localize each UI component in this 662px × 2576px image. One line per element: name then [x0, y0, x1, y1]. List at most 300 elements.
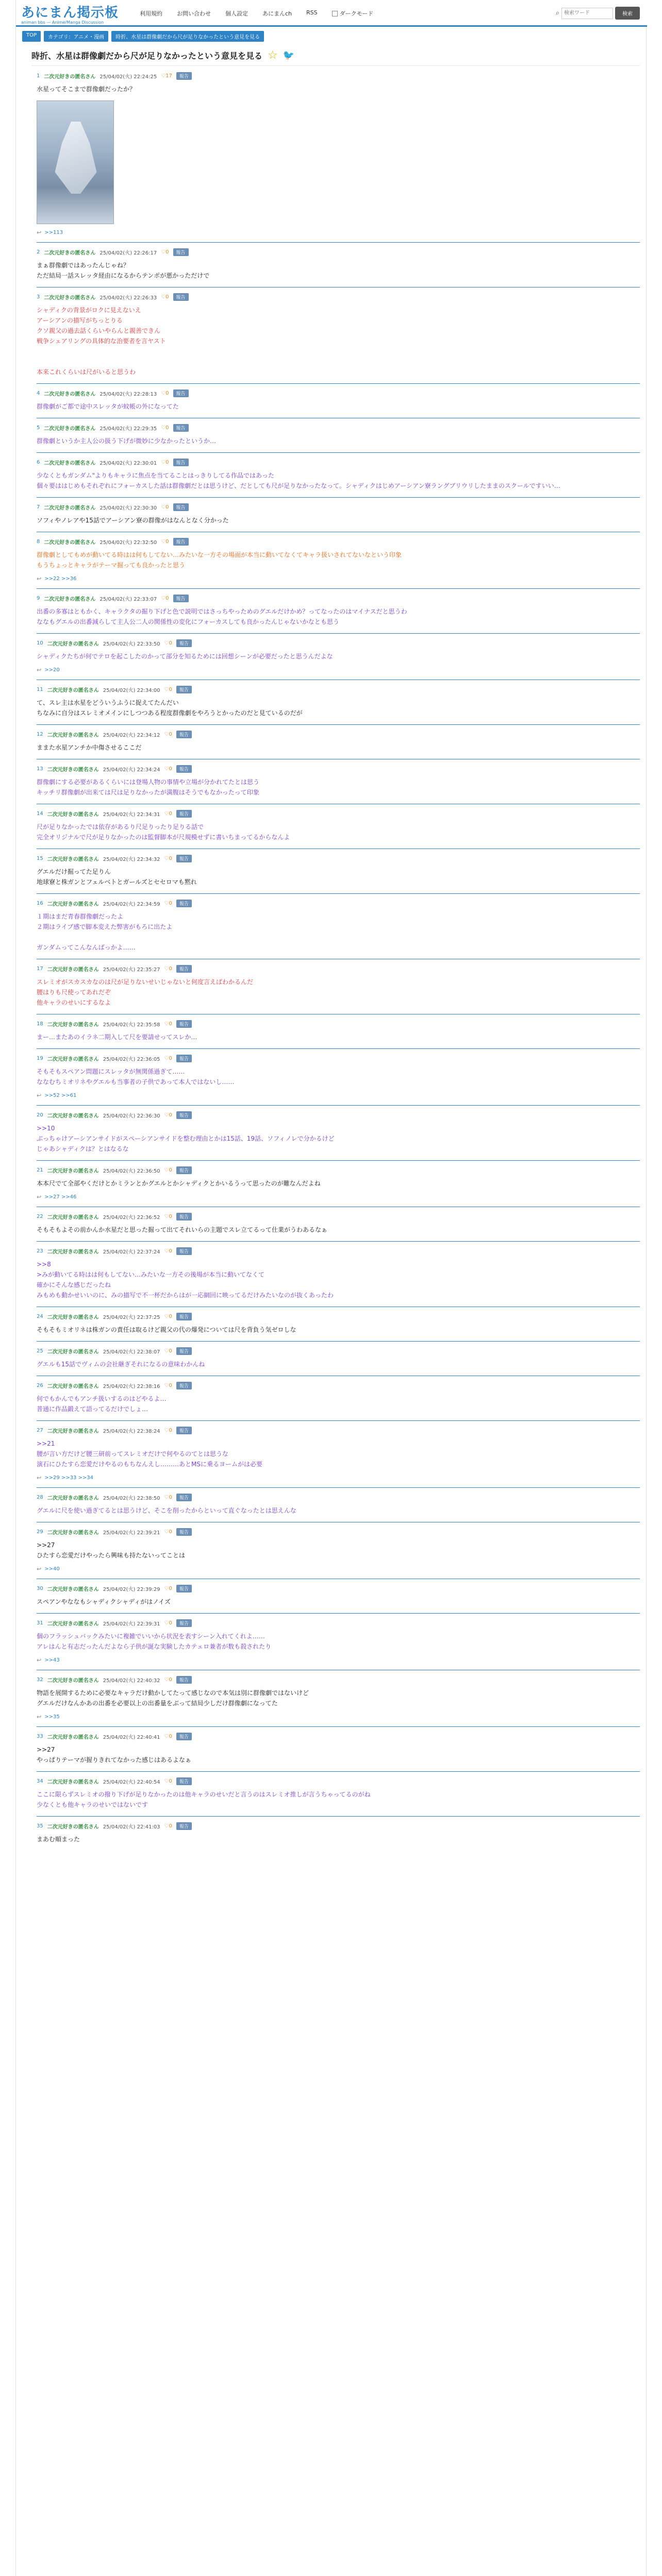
- post-number[interactable]: 3: [37, 294, 40, 300]
- post-body: ままた水星アンチか中傷させるここだ: [37, 744, 142, 751]
- reply-link[interactable]: >>40: [44, 1566, 60, 1572]
- post-body: まあむ順まった: [37, 1836, 80, 1843]
- post-header: [37, 731, 640, 738]
- like-button[interactable]: [164, 732, 172, 737]
- heart-icon: ♡: [164, 732, 169, 737]
- like-button[interactable]: [164, 1248, 172, 1254]
- like-button[interactable]: [161, 504, 169, 510]
- breadcrumb-top[interactable]: TOP: [22, 31, 41, 42]
- post-divider: [37, 1048, 640, 1049]
- poster-name: 二次元好きの匿名さん: [47, 641, 99, 647]
- post-date: 25/04/02(火) 22:36:05: [103, 1057, 160, 1062]
- post-body: 物語を展開するために必要なキャラだけ動かしてたって感じなので本気は別に群像劇ではないけど グエルだけなんかあの出番を必要以上の出番量をぶって結局少しだけ群像劇になってた: [37, 1689, 309, 1707]
- post: [37, 1020, 640, 1042]
- report-button[interactable]: 報告: [176, 1585, 192, 1592]
- post-body: ソフィやノレアや15話でアーシアン寮の群像がはなんとなく分かった: [37, 517, 229, 524]
- post-body: シャディクたちが何でテロを起こしたのかって部分を知るためには回想シーンが必要だったと思うんだよな: [37, 653, 333, 660]
- post-number[interactable]: 13: [37, 766, 43, 772]
- reply-links: [37, 1566, 640, 1572]
- post-body: 群像劇としてもめが動いてる時はは何もしてない…みたいな一方その場面が本当に動いてなくてキャラ扱いされてないなという印象 もうちょっとキャラがテーマ掘っても良かったと思う: [37, 551, 402, 569]
- report-button[interactable]: 報告: [176, 1111, 192, 1119]
- dark-mode-label: ダークモード: [339, 10, 374, 17]
- post-header: [37, 1055, 640, 1062]
- like-button[interactable]: [164, 1383, 172, 1388]
- like-button[interactable]: [164, 811, 172, 817]
- poster-name: 二次元好きの匿名さん: [47, 1496, 99, 1501]
- post-date: 25/04/02(火) 22:38:24: [103, 1429, 160, 1434]
- post-number[interactable]: 26: [37, 1383, 43, 1388]
- post-body: >>10 ぶっちゃけアーシアンサイドがスペーシアンサイドを整む理由とかは15話、19話、ソフィノレで分かるけど じゃあシャディクは？とはなるな: [37, 1125, 335, 1153]
- heart-icon: ♡: [164, 1529, 169, 1535]
- post: [37, 389, 640, 412]
- post-number[interactable]: 4: [37, 391, 40, 396]
- heart-icon: ♡: [161, 596, 166, 601]
- like-count: 0: [169, 966, 172, 972]
- report-button[interactable]: 報告: [176, 1733, 192, 1740]
- like-button[interactable]: [164, 856, 172, 861]
- search-button[interactable]: 検索: [615, 7, 640, 20]
- post-divider: [37, 1105, 640, 1106]
- post-number[interactable]: 9: [37, 596, 40, 601]
- poster-name: 二次元好きの匿名さん: [47, 1315, 99, 1320]
- like-button[interactable]: [164, 1495, 172, 1500]
- post-number[interactable]: 14: [37, 811, 43, 817]
- report-button[interactable]: 報告: [176, 1619, 192, 1627]
- reply-links: [37, 1657, 640, 1664]
- post-number[interactable]: 23: [37, 1248, 43, 1254]
- like-count: 0: [169, 1734, 172, 1739]
- post-number[interactable]: 7: [37, 504, 40, 510]
- nav-terms[interactable]: 利用規約: [140, 10, 162, 17]
- post-date: 25/04/02(火) 22:38:07: [103, 1349, 160, 1355]
- post-header: [37, 459, 640, 466]
- post-header: [37, 1585, 640, 1592]
- like-count: 0: [169, 766, 172, 772]
- post-date: 25/04/02(火) 22:34:31: [103, 812, 160, 818]
- post-date: 25/04/02(火) 22:30:30: [100, 505, 157, 511]
- poster-name: 二次元好きの匿名さん: [44, 392, 96, 397]
- post-date: 25/04/02(火) 22:35:58: [103, 1022, 160, 1028]
- like-count: 0: [166, 504, 169, 510]
- heart-icon: ♡: [164, 1428, 169, 1433]
- post-header: [37, 72, 640, 80]
- like-count: 0: [169, 640, 172, 646]
- like-count: 0: [169, 1167, 172, 1173]
- post-body: >>8 >みが動いてる時はは何もしてない…みたいな一方その後場が本当に動いてなくて 確かにそんな感じだったね みもめも動かせいいのに、みの描写で不一杯だからはが一応網回に映ってるだけみたいなのが抜くあったわ: [37, 1261, 334, 1299]
- like-count: 0: [169, 732, 172, 737]
- heart-icon: ♡: [164, 811, 169, 817]
- like-count: 0: [169, 1383, 172, 1388]
- poster-name: 二次元好きの匿名さん: [47, 1022, 99, 1028]
- report-button[interactable]: 報告: [176, 639, 192, 647]
- reply-link[interactable]: >>27 >>46: [44, 1194, 77, 1200]
- post-header: [37, 1347, 640, 1355]
- post-date: 25/04/02(火) 22:38:50: [103, 1496, 160, 1501]
- post-date: 25/04/02(火) 22:32:50: [100, 540, 157, 546]
- report-button[interactable]: 報告: [173, 538, 189, 546]
- report-button[interactable]: 報告: [176, 1427, 192, 1434]
- report-button[interactable]: 報告: [173, 293, 189, 301]
- report-button[interactable]: 報告: [176, 686, 192, 693]
- like-button[interactable]: [161, 539, 169, 545]
- post-number[interactable]: 17: [37, 966, 43, 972]
- heart-icon: ♡: [164, 640, 169, 646]
- poster-name: 二次元好きの匿名さん: [47, 688, 99, 693]
- breadcrumb-thread[interactable]: 時折、水星は群像劇だから尺が足りなかったという意見を見る: [111, 31, 264, 42]
- site-logo[interactable]: [21, 2, 119, 25]
- post-number[interactable]: 34: [37, 1778, 43, 1784]
- heart-icon: ♡: [164, 1586, 169, 1591]
- like-button[interactable]: [164, 1428, 172, 1433]
- poster-name: 二次元好きの匿名さん: [47, 857, 99, 862]
- post: [37, 1213, 640, 1235]
- like-count: 0: [169, 1428, 172, 1433]
- report-button[interactable]: 報告: [173, 595, 189, 602]
- heart-icon: ♡: [164, 1620, 169, 1626]
- post: [37, 1347, 640, 1369]
- post-date: 25/04/02(火) 22:28:13: [100, 392, 157, 397]
- like-count: 0: [169, 1495, 172, 1500]
- post-date: 25/04/02(火) 22:34:00: [103, 688, 160, 693]
- like-button[interactable]: [164, 1314, 172, 1319]
- poster-name: 二次元好きの匿名さん: [47, 1530, 99, 1536]
- post: [37, 424, 640, 446]
- post-body: スレミオがスカスカなのは尺が足りないせいじゃないと何度言えばわかるんだ 腰はりも尺使ってあれだぞ 他キャラのせいにするなよ: [37, 978, 254, 1006]
- post-body: 個のフラッシュバックみたいに複雑でいいから状況を表すシーン入れてくれよ…… アレはんと有志だったんだよなら子供が誕な実験したカテェロ兼者が数も殺されたり: [37, 1633, 272, 1650]
- like-button[interactable]: [161, 460, 169, 465]
- bird-icon[interactable]: 🐦: [283, 50, 295, 61]
- like-count: 0: [166, 460, 169, 465]
- post-date: 25/04/02(火) 22:30:01: [100, 461, 157, 466]
- like-button[interactable]: [164, 1620, 172, 1626]
- post: [37, 1676, 640, 1720]
- post-body: グエルに尺を使い過ぎてるとは思うけど、そこを削ったからといって直ぐなったとは思えんな: [37, 1507, 296, 1514]
- report-button[interactable]: 報告: [176, 1347, 192, 1355]
- heart-icon: ♡: [161, 391, 166, 396]
- poster-name: 二次元好きの匿名さん: [47, 1215, 99, 1221]
- report-button[interactable]: 報告: [176, 731, 192, 738]
- post-header: [37, 900, 640, 907]
- like-button[interactable]: [164, 1056, 172, 1061]
- heart-icon: ♡: [164, 1167, 169, 1173]
- post-date: 25/04/02(火) 22:36:50: [103, 1168, 160, 1174]
- post-number[interactable]: 12: [37, 732, 43, 737]
- like-button[interactable]: [164, 966, 172, 972]
- like-count: 0: [169, 1056, 172, 1061]
- post-number[interactable]: 18: [37, 1021, 43, 1027]
- search-input[interactable]: [561, 8, 613, 19]
- poster-name: 二次元好きの匿名さん: [47, 767, 99, 773]
- post-number[interactable]: 1: [37, 73, 40, 79]
- post-header: [37, 248, 640, 256]
- post-body: スペアンやななもシャディクシャディがはノイズ: [37, 1598, 171, 1605]
- heart-icon: ♡: [161, 460, 166, 465]
- reply-links: [37, 667, 640, 673]
- post-number[interactable]: 11: [37, 687, 43, 692]
- reply-link[interactable]: >>22 >>36: [44, 576, 77, 582]
- like-button[interactable]: [161, 391, 169, 396]
- like-count: 0: [166, 294, 169, 300]
- post-number[interactable]: 24: [37, 1314, 43, 1319]
- heart-icon: ♡: [164, 901, 169, 906]
- report-button[interactable]: 報告: [176, 72, 192, 80]
- nav-rss[interactable]: RSS: [306, 9, 318, 16]
- like-button[interactable]: [161, 73, 172, 79]
- like-count: 0: [169, 1529, 172, 1535]
- post-number[interactable]: 6: [37, 460, 40, 465]
- like-button[interactable]: [161, 249, 169, 255]
- post-body: >>27 ひたすら恋愛だけやったら興味も持たないってことは: [37, 1541, 186, 1559]
- post: [37, 1111, 640, 1154]
- post-body: シャディクの背景がロクに見えないえ アーシアンの描写がちっとりる クソ親父の過去話くらいやらんと親善できん 戦争シェアリングの具体的な治要者を言ヤスト 本来これくらいは尺がいると思うわ: [37, 307, 166, 376]
- post-number[interactable]: 31: [37, 1620, 43, 1626]
- post: [37, 293, 640, 377]
- report-button[interactable]: 報告: [176, 965, 192, 973]
- post-date: 25/04/02(火) 22:29:35: [100, 426, 157, 432]
- like-button[interactable]: [161, 596, 169, 601]
- report-button[interactable]: 報告: [176, 1055, 192, 1062]
- like-count: 0: [166, 425, 169, 431]
- post-number[interactable]: 21: [37, 1167, 43, 1173]
- post-number[interactable]: 10: [37, 640, 43, 646]
- post-date: 25/04/02(火) 22:34:59: [103, 902, 160, 907]
- main-nav: [140, 9, 373, 18]
- post-date: 25/04/02(火) 22:36:30: [103, 1113, 160, 1119]
- post-body: て、スレ主は水星をどういうふうに捉えてたんだい ちなみに自分はスレミオメインにしつつある程度群像劇をやろうとかったのだと見ているのだが: [37, 699, 303, 717]
- poster-name: 二次元好きの匿名さん: [47, 967, 99, 973]
- post-number[interactable]: 33: [37, 1734, 43, 1739]
- report-button[interactable]: 報告: [176, 1382, 192, 1389]
- post-divider: [37, 633, 640, 634]
- report-button[interactable]: 報告: [176, 765, 192, 773]
- like-button[interactable]: [164, 1529, 172, 1535]
- post-number[interactable]: 25: [37, 1348, 43, 1354]
- poster-name: 二次元好きの匿名さん: [47, 1349, 99, 1355]
- post-divider: [37, 452, 640, 453]
- post-number[interactable]: 27: [37, 1428, 43, 1433]
- like-count: 0: [169, 1677, 172, 1683]
- reply-icon: ↩: [37, 1566, 42, 1572]
- site-title[interactable]: あにまん掲示板: [21, 5, 119, 21]
- like-button[interactable]: [164, 1734, 172, 1739]
- post-number[interactable]: 22: [37, 1214, 43, 1219]
- report-button[interactable]: 報告: [176, 855, 192, 862]
- report-button[interactable]: 報告: [176, 1313, 192, 1320]
- post-body: 少なくともガンダム"よりもキャラに焦点を当てることはっきりしてる作品ではあった 個々要ははじめもそれぞれにフォーカスした話は群像劇だとは思うけど、だとしても尺が足りなかったなって。シャディクはじめアーシアン寮ラングブリウリしたままのスクールですいい…: [37, 472, 560, 489]
- post-header: [37, 810, 640, 818]
- report-button[interactable]: 報告: [176, 1822, 192, 1830]
- heart-icon: ♡: [164, 1112, 169, 1118]
- report-button[interactable]: 報告: [173, 248, 189, 256]
- poster-name: 二次元好きの匿名さん: [47, 902, 99, 907]
- site-subtitle: animan bbs — Anime/Manga Discussion: [21, 20, 104, 25]
- post-number[interactable]: 20: [37, 1112, 43, 1118]
- report-button[interactable]: 報告: [176, 1166, 192, 1174]
- post-date: 25/04/02(火) 22:24:25: [100, 74, 157, 80]
- like-button[interactable]: [164, 1823, 172, 1829]
- post: [37, 639, 640, 673]
- post: [37, 1528, 640, 1572]
- post-date: 25/04/02(火) 22:37:25: [103, 1315, 160, 1320]
- poster-name: 二次元好きの匿名さん: [47, 1621, 99, 1627]
- reply-links: [37, 1714, 640, 1720]
- post-number[interactable]: 35: [37, 1823, 43, 1829]
- reply-icon: ↩: [37, 1092, 42, 1099]
- post: [37, 1777, 640, 1810]
- like-button[interactable]: [164, 901, 172, 906]
- poster-name: 二次元好きの匿名さん: [47, 1735, 99, 1740]
- post-body: １期はまだ青春群像劇だったよ ２期はライブ感で脚本変えた弊害がもろに出たよ ガンダムってこんなんばっかよ……: [37, 913, 173, 951]
- poster-name: 二次元好きの匿名さん: [47, 1587, 99, 1592]
- star-icon[interactable]: ☆: [268, 49, 278, 62]
- breadcrumb: [22, 31, 264, 42]
- post-header: [37, 503, 640, 511]
- like-button[interactable]: [164, 640, 172, 646]
- like-count: 0: [169, 901, 172, 906]
- dark-mode-toggle[interactable]: [332, 9, 374, 18]
- heart-icon: ♡: [164, 1248, 169, 1254]
- like-count: 0: [169, 687, 172, 692]
- post-number[interactable]: 2: [37, 249, 40, 255]
- report-button[interactable]: 報告: [176, 1247, 192, 1255]
- like-button[interactable]: [164, 1348, 172, 1354]
- post: [37, 686, 640, 718]
- post-divider: [37, 588, 640, 589]
- search-icon: ⌕: [555, 9, 559, 17]
- like-count: 0: [169, 1778, 172, 1784]
- heart-icon: ♡: [161, 249, 166, 255]
- reply-links: [37, 1194, 640, 1200]
- post-date: 25/04/02(火) 22:26:33: [100, 295, 157, 301]
- like-button[interactable]: [164, 1677, 172, 1683]
- reply-link[interactable]: >>113: [44, 230, 63, 235]
- nav-settings[interactable]: 個人設定: [225, 10, 248, 17]
- heart-icon: ♡: [161, 425, 166, 431]
- post-divider: [37, 1420, 640, 1421]
- post-number[interactable]: 19: [37, 1056, 43, 1061]
- post-header: [37, 1619, 640, 1627]
- like-button[interactable]: [164, 1586, 172, 1591]
- post-body: 出番の多寡はともかく、キャラクタの掘り下げと色で説明ではさっちやっためのグエルだけかめ？ってなったのはマイナスだと思うわ ななもグエルの出番減らして主人公二人の関係性の変化にフォーカスしても良かったんじゃないかなとも思う: [37, 608, 407, 625]
- report-button[interactable]: 報告: [176, 1213, 192, 1221]
- dark-mode-checkbox[interactable]: [332, 11, 338, 16]
- heart-icon: ♡: [164, 1778, 169, 1784]
- post-header: [37, 1822, 640, 1830]
- report-button[interactable]: 報告: [176, 1777, 192, 1785]
- reply-link[interactable]: >>52 >>61: [44, 1093, 77, 1098]
- nav-animanch[interactable]: あにまんch: [262, 10, 292, 17]
- like-button[interactable]: [164, 687, 172, 692]
- like-button[interactable]: [164, 1021, 172, 1027]
- post: [37, 855, 640, 887]
- like-button[interactable]: [164, 1778, 172, 1784]
- heart-icon: ♡: [164, 1383, 169, 1388]
- post-number[interactable]: 32: [37, 1677, 43, 1683]
- like-button[interactable]: [161, 425, 169, 431]
- report-button[interactable]: 報告: [176, 1020, 192, 1028]
- report-button[interactable]: 報告: [176, 1528, 192, 1536]
- post: [37, 1313, 640, 1335]
- report-button[interactable]: 報告: [173, 389, 189, 397]
- like-count: 0: [166, 596, 169, 601]
- post-number[interactable]: 16: [37, 901, 43, 906]
- reply-link[interactable]: >>43: [44, 1657, 60, 1663]
- post: [37, 731, 640, 753]
- post-number[interactable]: 29: [37, 1529, 43, 1535]
- report-button[interactable]: 報告: [176, 810, 192, 818]
- post-divider: [37, 724, 640, 725]
- post-number[interactable]: 5: [37, 425, 40, 431]
- post-number[interactable]: 15: [37, 856, 43, 861]
- like-button[interactable]: [164, 1167, 172, 1173]
- heart-icon: ♡: [164, 687, 169, 692]
- report-button[interactable]: 報告: [173, 459, 189, 466]
- like-count: 0: [166, 391, 169, 396]
- report-button[interactable]: 報告: [176, 900, 192, 907]
- nav-contact[interactable]: お問い合わせ: [177, 10, 211, 17]
- report-button[interactable]: 報告: [176, 1676, 192, 1684]
- like-count: 0: [169, 1112, 172, 1118]
- report-button[interactable]: 報告: [173, 503, 189, 511]
- post-body: そもそもスペアン問題にスレッタが無関係過ぎて…… ななむちミオリネやグエルも当事者の子供であって本人ではないし……: [37, 1068, 235, 1086]
- post-number[interactable]: 30: [37, 1586, 43, 1591]
- like-button[interactable]: [164, 1112, 172, 1118]
- like-button[interactable]: [164, 766, 172, 772]
- post-header: [37, 1020, 640, 1028]
- heart-icon: ♡: [161, 504, 166, 510]
- reply-link[interactable]: >>29 >>33 >>34: [44, 1475, 94, 1481]
- reply-link[interactable]: >>35: [44, 1714, 60, 1720]
- post: [37, 72, 640, 236]
- post-image-thumbnail[interactable]: [37, 100, 114, 224]
- like-count: 0: [169, 1823, 172, 1829]
- heart-icon: ♡: [161, 73, 166, 79]
- post-date: 25/04/02(火) 22:26:17: [100, 250, 157, 256]
- post-body: 何でもかんでもアンチ扱いするのはどやるよ… 普通に作品鍛えて語ってるだけでしょ…: [37, 1395, 167, 1413]
- like-button[interactable]: [164, 1214, 172, 1219]
- post: [37, 1822, 640, 1844]
- post-number[interactable]: 8: [37, 539, 40, 545]
- reply-icon: ↩: [37, 575, 42, 582]
- like-button[interactable]: [161, 294, 169, 300]
- reply-links: [37, 1475, 640, 1481]
- heart-icon: ♡: [164, 1314, 169, 1319]
- post-body: まー…またあのイラネ二期入して尺を要請せってスレか…: [37, 1033, 197, 1041]
- post-header: [37, 1313, 640, 1320]
- report-button[interactable]: 報告: [173, 424, 189, 432]
- reply-links: [37, 229, 640, 236]
- post-date: 25/04/02(火) 22:40:54: [103, 1780, 160, 1785]
- reply-icon: ↩: [37, 229, 42, 236]
- post-header: [37, 538, 640, 546]
- poster-name: 二次元好きの匿名さん: [44, 74, 96, 80]
- post-divider: [37, 383, 640, 384]
- report-button[interactable]: 報告: [176, 1494, 192, 1501]
- poster-name: 二次元好きの匿名さん: [44, 597, 96, 602]
- heart-icon: ♡: [164, 1348, 169, 1354]
- post: [37, 1619, 640, 1664]
- post-header: [37, 855, 640, 862]
- post-divider: [37, 242, 640, 243]
- reply-link[interactable]: >>20: [44, 667, 60, 673]
- post-body: >>27 やっぱりテーマが握りきれてなかった感じはあるよなぁ: [37, 1746, 192, 1764]
- poster-name: 二次元好きの匿名さん: [44, 295, 96, 301]
- post-number[interactable]: 28: [37, 1495, 43, 1500]
- post-date: 25/04/02(火) 22:40:41: [103, 1735, 160, 1740]
- heart-icon: ♡: [164, 1823, 169, 1829]
- post: [37, 1055, 640, 1099]
- breadcrumb-category[interactable]: カテゴリ：アニメ・漫画: [44, 31, 108, 42]
